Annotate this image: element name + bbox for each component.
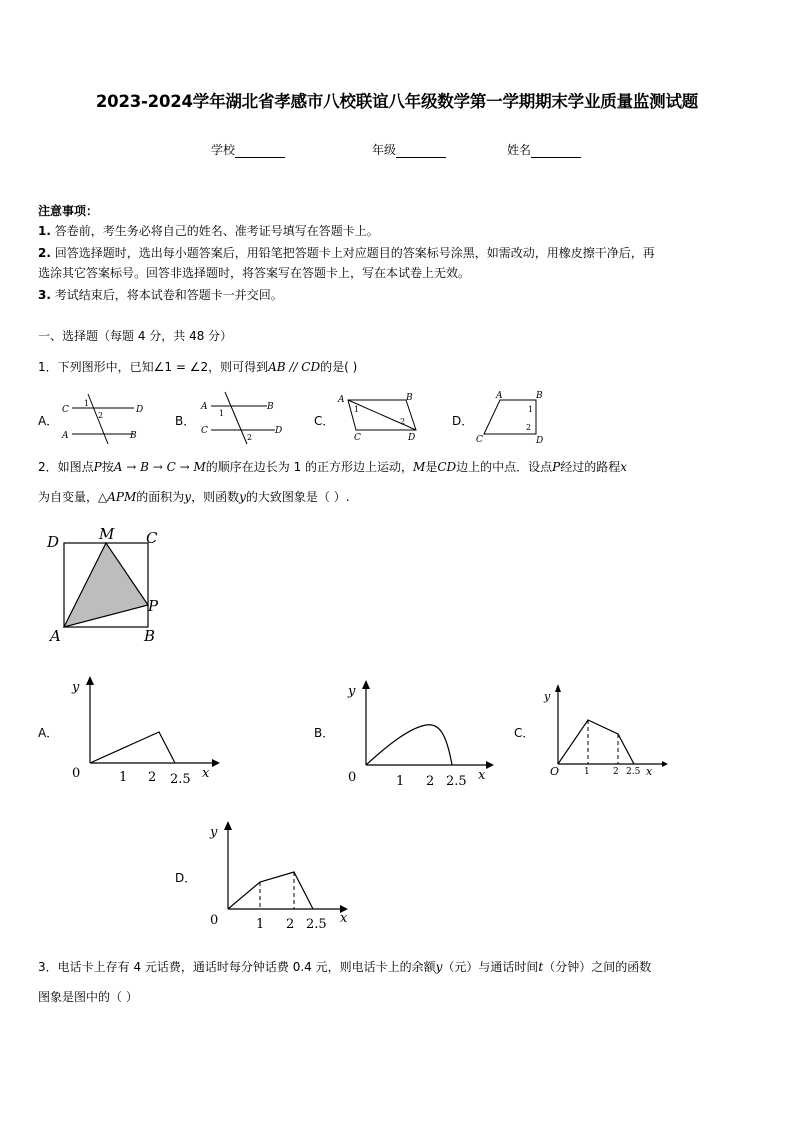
q2-option-d-label[interactable]: D．	[175, 871, 197, 885]
svg-text:x: x	[478, 768, 486, 783]
svg-text:y: y	[544, 690, 551, 703]
svg-text:0: 0	[72, 766, 81, 781]
svg-text:2: 2	[98, 411, 104, 420]
note-1: 1. 答卷前，考生务必将自己的姓名、准考证号填写在答题卡上。	[38, 224, 379, 238]
svg-text:B: B	[144, 627, 156, 645]
svg-text:B: B	[406, 393, 413, 403]
note-3: 3. 考试结束后，将本试卷和答题卡一并交回。	[38, 288, 283, 302]
svg-text:x: x	[340, 911, 348, 926]
q2-graph-d	[202, 818, 362, 933]
svg-text:A: A	[201, 402, 208, 412]
svg-text:0: 0	[210, 913, 219, 928]
svg-text:D: D	[536, 436, 544, 446]
name-blank[interactable]	[531, 145, 581, 158]
grade-blank[interactable]	[396, 145, 446, 158]
svg-text:C: C	[201, 426, 208, 436]
svg-text:D: D	[408, 433, 416, 443]
svg-text:2: 2	[247, 433, 253, 442]
svg-text:1: 1	[528, 405, 534, 414]
svg-text:A: A	[338, 395, 345, 405]
notes-heading: 注意事项：	[38, 204, 99, 218]
q2-option-a-label[interactable]: A．	[38, 726, 59, 740]
q1-option-c-figure	[336, 388, 426, 446]
svg-text:1: 1	[119, 770, 128, 785]
svg-text:D: D	[136, 405, 143, 415]
svg-text:A: A	[50, 627, 61, 645]
q2-graph-b	[340, 673, 500, 793]
q1-option-b-label[interactable]: B．	[175, 414, 196, 428]
q1-option-b-figure	[197, 388, 287, 446]
svg-text:1: 1	[256, 917, 265, 932]
grade-field[interactable]	[372, 141, 446, 158]
svg-text:0: 0	[348, 770, 357, 785]
school-blank[interactable]	[235, 145, 285, 158]
svg-text:2: 2	[613, 767, 619, 777]
svg-text:A: A	[62, 431, 69, 441]
question-2-line-1: 2．如图点P按A → B → C → M的顺序在边长为 1 的正方形边上运动，M是CD边上的中点．设点P经过的路程x	[38, 460, 628, 474]
svg-text:1: 1	[354, 405, 360, 414]
question-3-line-1: 3．电话卡上存有 4 元话费，通话时每分钟话费 0.4 元，则电话卡上的余额y（元）与通话时间t（分钟）之间的函数	[38, 960, 652, 974]
svg-text:2.5: 2.5	[626, 767, 641, 777]
svg-text:2: 2	[426, 774, 435, 789]
q2-option-c-label[interactable]: C．	[514, 726, 535, 740]
section-heading: 一、选择题（每题 4 分，共 48 分）	[38, 329, 233, 343]
q1-option-d-label[interactable]: D．	[452, 414, 474, 428]
svg-text:2.5: 2.5	[446, 774, 467, 789]
q2-square-figure	[44, 525, 174, 647]
svg-text:B: B	[536, 391, 543, 401]
svg-text:x: x	[202, 766, 210, 781]
svg-text:C: C	[354, 433, 361, 443]
name-field[interactable]	[507, 141, 581, 158]
q2-graph-c	[538, 680, 673, 780]
svg-text:C: C	[62, 405, 69, 415]
svg-text:y: y	[348, 684, 356, 699]
svg-text:y: y	[72, 680, 80, 695]
svg-text:D: D	[275, 426, 283, 436]
svg-text:C: C	[476, 435, 483, 445]
school-label: 学校	[211, 143, 236, 157]
q2-option-b-label[interactable]: B．	[314, 726, 335, 740]
svg-text:2: 2	[148, 770, 157, 785]
svg-text:y: y	[210, 825, 218, 840]
svg-text:B: B	[267, 402, 274, 412]
svg-text:1: 1	[396, 774, 405, 789]
page-title: 2023-2024学年湖北省孝感市八校联谊八年级数学第一学期期末学业质量监测试题	[95, 92, 699, 111]
name-label: 姓名	[507, 143, 532, 157]
svg-text:C: C	[146, 529, 158, 547]
q1-option-d-figure	[474, 388, 564, 446]
question-1: 1．下列图形中，已知∠1 = ∠2，则可得到AB // CD的是( )	[38, 360, 358, 374]
grade-label: 年级	[372, 143, 397, 157]
note-2: 2. 回答选择题时，选出每小题答案后，用铅笔把答题卡上对应题目的答案标号涂黑，如需改动，用橡皮擦干净后，再	[38, 246, 655, 260]
svg-text:2: 2	[400, 417, 406, 426]
svg-text:P: P	[148, 597, 159, 615]
svg-text:2.5: 2.5	[170, 772, 191, 787]
svg-text:O: O	[550, 765, 560, 778]
svg-text:D: D	[47, 533, 60, 551]
school-field[interactable]	[211, 141, 285, 158]
question-3-line-2: 图象是图中的（ ）	[38, 990, 138, 1004]
svg-text:A: A	[496, 391, 503, 401]
q2-graph-a	[64, 673, 224, 788]
svg-text:M: M	[99, 525, 115, 543]
svg-text:1: 1	[584, 767, 590, 777]
q1-option-c-label[interactable]: C．	[314, 414, 335, 428]
svg-text:2: 2	[526, 423, 532, 432]
note-2-cont: 选涂其它答案标号。回答非选择题时，将答案写在答题卡上，写在本试卷上无效。	[38, 266, 471, 280]
svg-text:x: x	[646, 765, 653, 778]
q1-option-a-figure	[58, 388, 143, 446]
q1-option-a-label[interactable]: A．	[38, 414, 59, 428]
svg-text:1: 1	[84, 399, 90, 408]
svg-text:B: B	[130, 431, 137, 441]
svg-text:2: 2	[286, 917, 295, 932]
question-2-line-2: 为自变量，△APM的面积为y，则函数y的大致图象是（ ）.	[38, 490, 350, 504]
svg-text:2.5: 2.5	[306, 917, 327, 932]
svg-text:1: 1	[219, 409, 225, 418]
